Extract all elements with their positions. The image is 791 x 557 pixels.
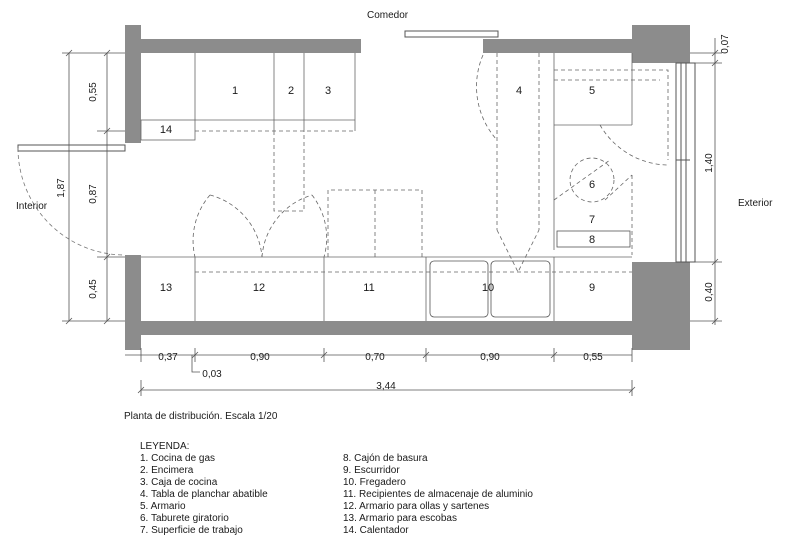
dim-bottom-3: 0,70 [365, 352, 385, 363]
wall-left-lower [125, 255, 141, 350]
legend-title: LEYENDA: [140, 441, 190, 452]
legend-item: 9. Escurridor [343, 465, 400, 476]
legend-left-column [140, 453, 268, 537]
legend-item: 7. Superficie de trabajo [140, 525, 243, 536]
wall-top-left [125, 39, 361, 53]
plan-caption: Planta de distribución. Escala 1/20 [124, 411, 278, 422]
dining-sill [405, 31, 498, 37]
item-3-number: 3 [324, 85, 332, 97]
left-dimension-values [56, 82, 99, 299]
dim-bottom-2: 0,90 [250, 352, 270, 363]
dim-left-bottom: 0,45 [88, 279, 99, 299]
dim-right-mid: 1,40 [704, 153, 715, 173]
right-dimension-values [704, 34, 731, 302]
dim-right-top-small: 0,07 [720, 34, 731, 54]
right-window [676, 63, 695, 262]
dim-left-mid: 0,87 [88, 184, 99, 204]
item-numbers [160, 85, 595, 294]
walls [125, 25, 690, 350]
legend-item: 13. Armario para escobas [343, 513, 457, 524]
label-interior: Interior [16, 201, 48, 212]
item-11-number: 11 [363, 282, 375, 294]
item-9-number: 9 [588, 282, 596, 294]
dim-right-bottom: 0,40 [704, 282, 715, 302]
legend-item: 10. Fregadero [343, 477, 406, 488]
legend-item: 2. Encimera [140, 465, 194, 476]
item-13-number: 13 [159, 282, 173, 294]
legend-item: 8. Cajón de basura [343, 453, 428, 464]
item-2-number: 2 [287, 85, 295, 97]
legend-item: 12. Armario para ollas y sartenes [343, 501, 490, 512]
dim-bottom-5: 0,55 [583, 352, 603, 363]
bottom-counter [141, 190, 632, 321]
item-14-number: 14 [159, 124, 173, 136]
item-7-number: 7 [588, 214, 596, 226]
dim-bottom-small: 0,03 [202, 369, 222, 380]
label-exterior: Exterior [738, 198, 773, 209]
wall-left-upper [125, 25, 141, 143]
label-comedor: Comedor [367, 10, 409, 21]
legend-item: 1. Cocina de gas [140, 453, 216, 464]
dim-bottom-total: 3,44 [376, 381, 396, 392]
wall-bottom [125, 321, 632, 335]
wall-right-lower [632, 262, 690, 350]
item-6-number: 6 [588, 179, 596, 191]
item-1-number: 1 [231, 85, 239, 97]
legend-item: 3. Caja de cocina [140, 477, 218, 488]
legend-item: 6. Taburete giratorio [140, 513, 229, 524]
left-door-slab [18, 145, 125, 151]
top-counter [141, 53, 355, 211]
wall-right-upper [632, 25, 690, 63]
dim-left-total: 1,87 [56, 178, 67, 198]
legend-item: 4. Tabla de planchar abatible [140, 489, 268, 500]
item-5-number: 5 [588, 85, 596, 97]
item-10-number: 10 [481, 282, 495, 294]
dim-bottom-1: 0,37 [158, 352, 178, 363]
dim-left-top: 0,55 [88, 82, 99, 102]
item-4-number: 4 [515, 85, 523, 97]
legend-right-column [343, 453, 533, 537]
legend-item: 14. Calentador [343, 525, 409, 536]
legend-item: 11. Recipientes de almacenaje de aluminio [343, 489, 533, 500]
item-8-number: 8 [588, 234, 596, 246]
legend-item: 5. Armario [140, 501, 186, 512]
dim-bottom-4: 0,90 [480, 352, 500, 363]
item-12-number: 12 [252, 282, 266, 294]
bottom-dimension-values [158, 352, 603, 392]
